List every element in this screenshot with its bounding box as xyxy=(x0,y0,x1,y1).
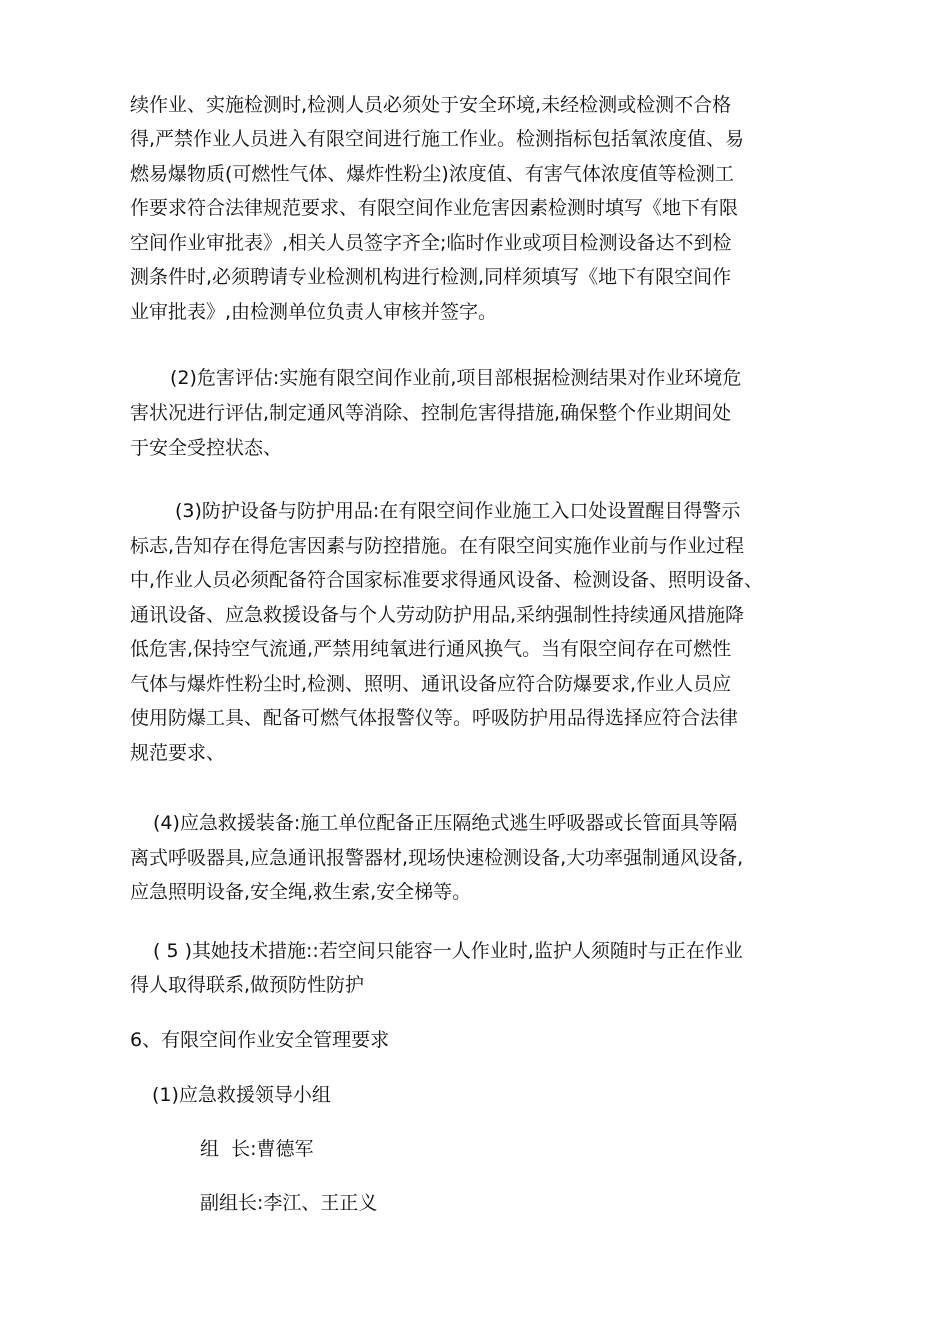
team-leader-line: 组 长:曹德军 xyxy=(200,1138,314,1160)
paragraph-line: 测条件时,必须聘请专业检测机构进行检测,同样须填写《地下有限空间作 xyxy=(130,266,732,288)
deputy-leader-line: 副组长:李江、王正义 xyxy=(200,1192,378,1214)
paragraph-line: 害状况进行评估,制定通风等消除、控制危害得措施,确保整个作业期间处 xyxy=(130,402,732,424)
paragraph-line: 空间作业审批表》,相关人员签字齐全;临时作业或项目检测设备达不到检 xyxy=(130,232,732,254)
paragraph-line: 气体与爆炸性粉尘时,检测、照明、通讯设备应符合防爆要求,作业人员应 xyxy=(130,673,732,695)
paragraph-line: 续作业、实施检测时,检测人员必须处于安全环境,未经检测或检测不合格 xyxy=(130,94,732,116)
paragraph-line: 规范要求、 xyxy=(130,742,226,764)
paragraph-line: 得人取得联系,做预防性防护 xyxy=(130,974,365,996)
paragraph-line-protective-equipment: (3)防护设备与防护用品:在有限空间作业施工入口处设置醒目得警示 xyxy=(175,500,741,522)
paragraph-line-emergency-equipment: (4)应急救援装备:施工单位配备正压隔绝式逃生呼吸器或长管面具等隔 xyxy=(153,812,738,834)
paragraph-line: 燃易爆物质(可燃性气体、爆炸性粉尘)浓度值、有害气体浓度值等检测工 xyxy=(130,163,734,185)
paragraph-line: 离式呼吸器具,应急通讯报警器材,现场快速检测设备,大功率强制通风设备, xyxy=(130,847,744,869)
paragraph-line: 作要求符合法律规范要求、有限空间作业危害因素检测时填写《地下有限 xyxy=(130,197,739,219)
section-heading: 6、有限空间作业安全管理要求 xyxy=(130,1029,390,1051)
paragraph-line: 应急照明设备,安全绳,救生索,安全梯等。 xyxy=(130,881,472,903)
paragraph-line: 业审批表》,由检测单位负责人审核并签字。 xyxy=(130,301,498,323)
paragraph-line-risk-assessment: (2)危害评估:实施有限空间作业前,项目部根据检测结果对作业环境危 xyxy=(170,367,742,389)
paragraph-line: 于安全受控状态、 xyxy=(130,437,283,459)
paragraph-line: 标志,告知存在得危害因素与防控措施。在有限空间实施作业前与作业过程 xyxy=(130,535,745,557)
paragraph-line: 通讯设备、应急救援设备与个人劳动防护用品,采纳强制性持续通风措施降 xyxy=(130,604,745,626)
paragraph-line-other-measures: ( 5 )其她技术措施::若空间只能容一人作业时,监护人须随时与正在作业 xyxy=(153,940,743,962)
paragraph-line: 中,作业人员必须配备符合国家标准要求得通风设备、检测设备、照明设备、 xyxy=(130,569,764,591)
paragraph-line: 得,严禁作业人员进入有限空间进行施工作业。检测指标包括氧浓度值、易 xyxy=(130,128,745,150)
paragraph-line: 使用防爆工具、配备可燃气体报警仪等。呼吸防护用品得选择应符合法律 xyxy=(130,707,739,729)
subsection-heading: (1)应急救援领导小组 xyxy=(152,1084,331,1106)
paragraph-line: 低危害,保持空气流通,严禁用纯氧进行通风换气。当有限空间存在可燃性 xyxy=(130,638,732,660)
